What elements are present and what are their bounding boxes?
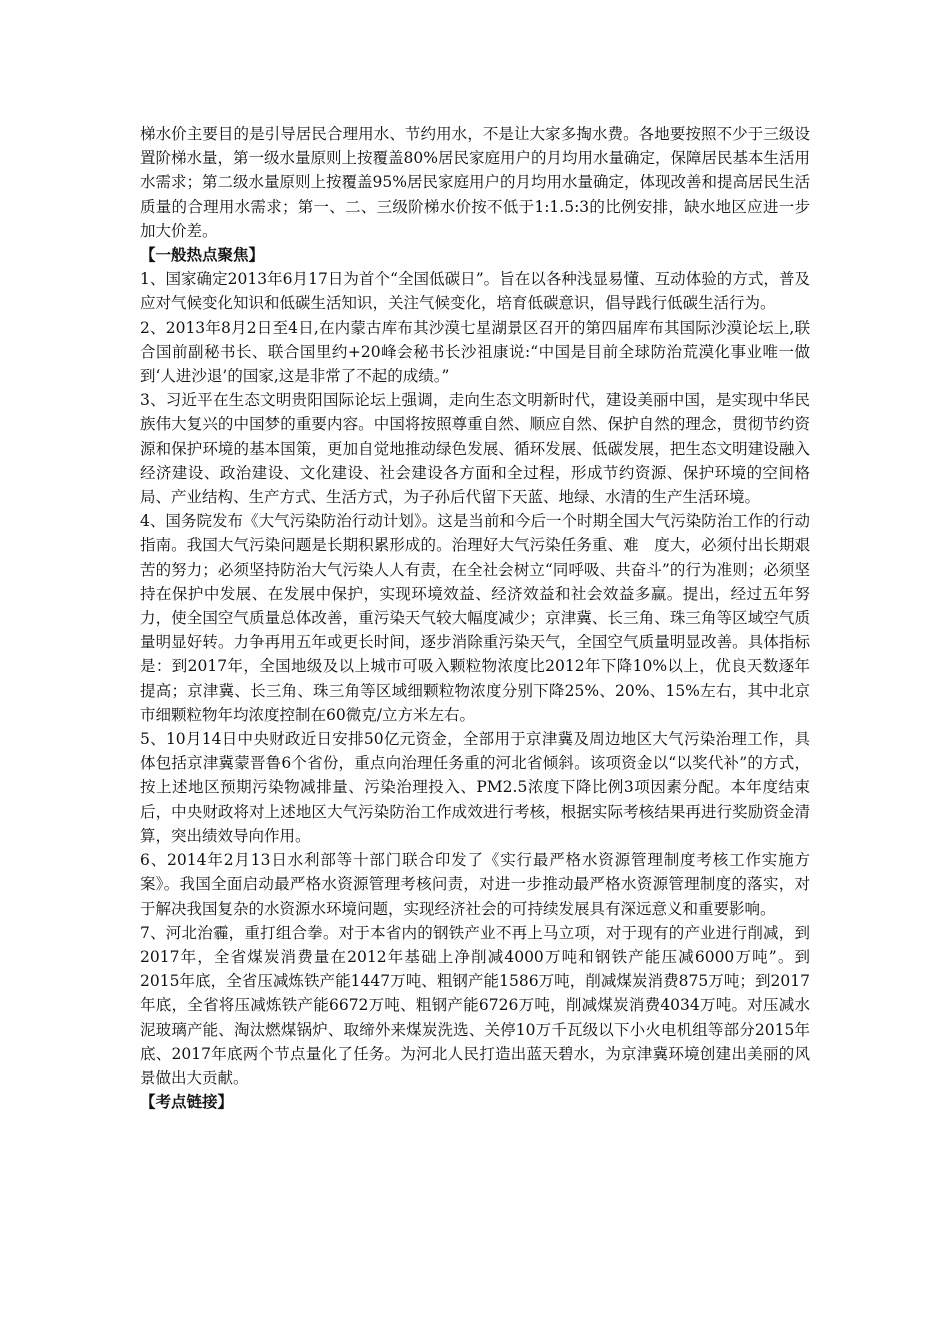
section-heading-exam-links: 【考点链接】 [140, 1092, 234, 1112]
document-body [140, 122, 810, 1114]
list-item: 2、2013年8月2日至4日,在内蒙古库布其沙漠七星湖景区召开的第四届库布其国际沙漠论坛上,联合国前副秘书长、联合国里约+20峰会秘书长沙祖康说:“中国是目前全球防治荒漠化事业唯一做到‘人进沙退’的国家,这是非常了不起的成绩。” [140, 318, 810, 386]
list-item: 7、河北治霾，重打组合拳。对于本省内的钢铁产业不再上马立项，对于现有的产业进行削减，到2017年，全省煤炭消费量在2012年基础上净削减4000万吨和钢铁产能压减6000万吨”。到2015年底，全省压减炼铁产能1447万吨、粗钢产能1586万吨，削减煤炭消费875万吨；到2017年底，全省将压减炼铁产能6672万吨、粗钢产能6726万吨，削减煤炭消费4034万吨。对压减水泥玻璃产能、淘汰燃煤锅炉、取缔外来煤炭洗选、关停10万千瓦级以下小火电机组等部分2015年底、2017年底两个节点量化了任务。为河北人民打造出蓝天碧水，为京津冀环境创建出美丽的风景做出大贡献。 [140, 923, 810, 1087]
section-heading-hot-topics: 【一般热点聚焦】 [140, 245, 265, 265]
list-item: 4、国务院发布《大气污染防治行动计划》。这是当前和今后一个时期全国大气污染防治工作的行动指南。我国大气污染问题是长期积累形成的。治理好大气污染任务重、难 度大，必须付出长期艰苦的努力；必须坚持防治大气污染人人有责，在全社会树立“同呼吸、共奋斗”的行为准则；必须坚持在保护中发展、在发展中保护，实现环境效益、经济效益和社会效益多赢。提出，经过五年努力，使全国空气质量总体改善，重污染天气较大幅度减少；京津冀、长三角、珠三角等区域空气质量明显好转。力争再用五年或更长时间，逐步消除重污染天气，全国空气质量明显改善。具体指标是：到2017年，全国地级及以上城市可吸入颗粒物浓度比2012年下降10%以上，优良天数逐年提高；京津冀、长三角、珠三角等区域细颗粒物浓度分别下降25%、20%、15%左右，其中北京市细颗粒物年均浓度控制在60微克/立方米左右。 [140, 512, 810, 724]
list-item: 1、国家确定2013年6月17日为首个“全国低碳日”。旨在以各种浅显易懂、互动体验的方式，普及应对气候变化知识和低碳生活知识，关注气候变化，培育低碳意识，倡导践行低碳生活行为。 [140, 270, 810, 313]
list-item: 3、习近平在生态文明贵阳国际论坛上强调，走向生态文明新时代，建设美丽中国，是实现中华民族伟大复兴的中国梦的重要内容。中国将按照尊重自然、顺应自然、保护自然的理念，贯彻节约资源和保护环境的基本国策，更加自觉地推动绿色发展、循环发展、低碳发展，把生态文明建设融入经济建设、政治建设、文化建设、社会建设各方面和全过程，形成节约资源、保护环境的空间格局、产业结构、生产方式、生活方式，为子孙后代留下天蓝、地绿、水清的生产生活环境。 [140, 391, 810, 507]
intro-paragraph: 梯水价主要目的是引导居民合理用水、节约用水，不是让大家多掏水费。各地要按照不少于三级设置阶梯水量，第一级水量原则上按覆盖80%居民家庭用户的月均用水量确定，保障居民基本生活用水需求；第二级水量原则上按覆盖95%居民家庭用户的月均用水量确定，体现改善和提高居民生活质量的合理用水需求；第一、二、三级阶梯水价按不低于1:1.5:3的比例安排，缺水地区应进一步加大价差。 [140, 125, 810, 240]
list-item: 6、2014年2月13日水利部等十部门联合印发了《实行最严格水资源管理制度考核工作实施方案》。我国全面启动最严格水资源管理考核问责，对进一步推动最严格水资源管理制度的落实，对于解决我国复杂的水资源水环境问题，实现经济社会的可持续发展具有深远意义和重要影响。 [140, 851, 810, 918]
list-item: 5、10月14日中央财政近日安排50亿元资金，全部用于京津冀及周边地区大气污染治理工作，具体包括京津冀蒙晋鲁6个省份，重点向治理任务重的河北省倾斜。该项资金以“以奖代补”的方式，按上述地区预期污染物减排量、污染治理投入、PM2.5浓度下降比例3项因素分配。本年度结束后，中央财政将对上述地区大气污染防治工作成效进行考核，根据实际考核结果再进行奖励资金清算，突出绩效导向作用。 [140, 730, 810, 845]
